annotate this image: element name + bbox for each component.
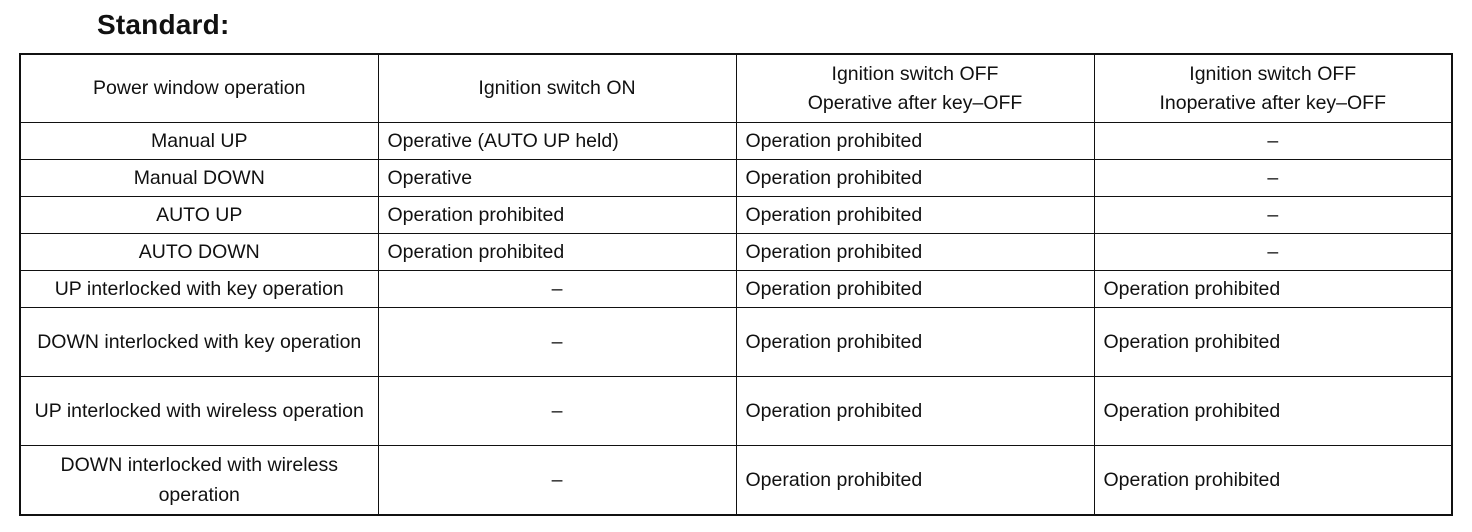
header-ignition-switch-on: Ignition switch ON	[378, 54, 736, 123]
off-inoperative-cell: Operation prohibited	[1094, 446, 1452, 516]
table-row	[20, 308, 1452, 377]
off-operative-cell: Operation prohibited	[736, 197, 1094, 234]
header-power-window-operation: Power window operation	[20, 54, 378, 123]
table-row	[20, 377, 1452, 446]
ignition-on-cell: –	[378, 377, 736, 446]
header-ignition-off-inoperative: Ignition switch OFF Inoperative after key–OFF	[1094, 54, 1452, 123]
ignition-on-cell: –	[378, 271, 736, 308]
operation-cell: Manual DOWN	[20, 160, 378, 197]
table-row	[20, 271, 1452, 308]
off-inoperative-cell: Operation prohibited	[1094, 308, 1452, 377]
operation-cell: UP interlocked with key operation	[20, 271, 378, 308]
table-row	[20, 160, 1452, 197]
off-inoperative-cell: –	[1094, 123, 1452, 160]
off-operative-cell: Operation prohibited	[736, 123, 1094, 160]
off-inoperative-cell: –	[1094, 197, 1452, 234]
table-row	[20, 234, 1452, 271]
operation-cell: AUTO UP	[20, 197, 378, 234]
operation-cell: DOWN interlocked with key operation	[20, 308, 378, 377]
ignition-on-cell: Operation prohibited	[378, 234, 736, 271]
off-operative-cell: Operation prohibited	[736, 377, 1094, 446]
header-ignition-off-operative: Ignition switch OFF Operative after key–OFF	[736, 54, 1094, 123]
power-window-operation-table	[19, 53, 1453, 516]
off-inoperative-cell: Operation prohibited	[1094, 271, 1452, 308]
ignition-on-cell: –	[378, 308, 736, 377]
operation-cell: AUTO DOWN	[20, 234, 378, 271]
operation-cell: UP interlocked with wireless operation	[20, 377, 378, 446]
off-operative-cell: Operation prohibited	[736, 308, 1094, 377]
table-row	[20, 197, 1452, 234]
page-title: Standard:	[97, 9, 230, 40]
off-operative-cell: Operation prohibited	[736, 234, 1094, 271]
ignition-on-cell: –	[378, 446, 736, 516]
off-operative-cell: Operation prohibited	[736, 160, 1094, 197]
ignition-on-cell: Operation prohibited	[378, 197, 736, 234]
off-inoperative-cell: –	[1094, 234, 1452, 271]
ignition-on-cell: Operative	[378, 160, 736, 197]
off-operative-cell: Operation prohibited	[736, 446, 1094, 516]
operation-cell: Manual UP	[20, 123, 378, 160]
table-row	[20, 446, 1452, 516]
table-row	[20, 123, 1452, 160]
operation-cell: DOWN interlocked with wireless operation	[20, 446, 378, 516]
ignition-on-cell: Operative (AUTO UP held)	[378, 123, 736, 160]
header-row	[20, 54, 1452, 123]
off-inoperative-cell: Operation prohibited	[1094, 377, 1452, 446]
off-inoperative-cell: –	[1094, 160, 1452, 197]
off-operative-cell: Operation prohibited	[736, 271, 1094, 308]
